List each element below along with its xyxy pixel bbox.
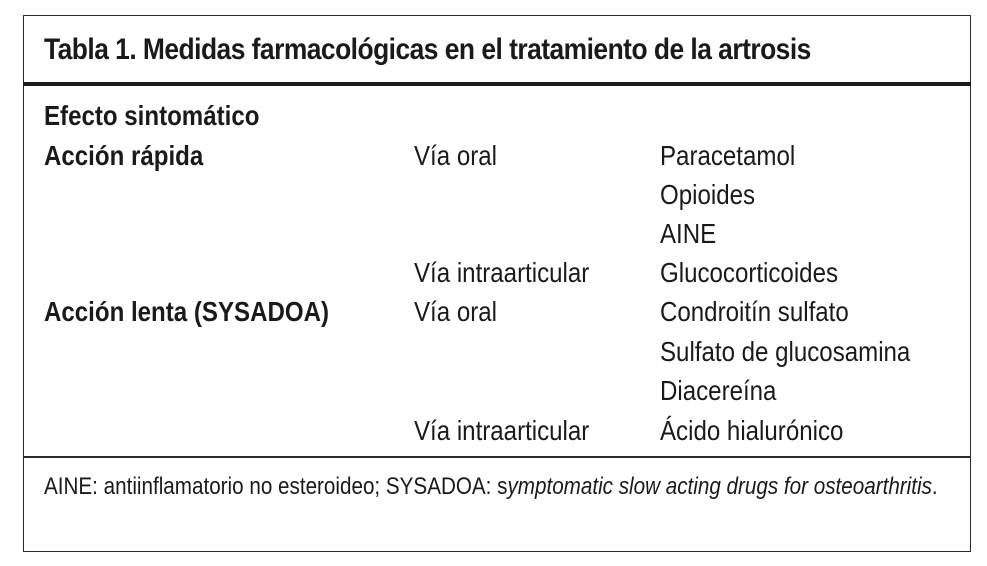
drug-cell: Paracetamol — [660, 140, 796, 171]
footnote-end: . — [931, 473, 938, 500]
footnote-divider — [23, 456, 971, 458]
group-label-fast: Acción rápida — [44, 140, 204, 171]
drug-cell: Opioides — [660, 179, 756, 210]
table-footnote — [44, 470, 956, 504]
title-divider — [23, 82, 971, 86]
drug-cell: Condroitín sulfato — [660, 296, 849, 327]
drug-cell: Glucocorticoides — [660, 257, 839, 288]
drug-cell: Sulfato de glucosamina — [660, 336, 911, 367]
drug-cell: AINE — [660, 218, 717, 249]
route-cell: Vía intraarticular — [414, 415, 590, 446]
table-title: Tabla 1. Medidas farmacológicas en el tratamiento de la artrosis — [44, 33, 811, 66]
group-label-slow: Acción lenta (SYSADOA) — [44, 296, 329, 327]
section-heading: Efecto sintomático — [44, 100, 260, 131]
route-cell: Vía oral — [414, 140, 497, 171]
drug-cell: Ácido hialurónico — [660, 415, 844, 446]
footnote-text: AINE: antiinflamatorio no esteroideo; SYSADOA: s — [44, 473, 508, 500]
route-cell: Vía intraarticular — [414, 257, 590, 288]
route-cell: Vía oral — [414, 296, 497, 327]
drug-cell: Diacereína — [660, 375, 777, 406]
footnote-italic-text: ymptomatic slow acting drugs for osteoarthritis — [507, 473, 932, 500]
